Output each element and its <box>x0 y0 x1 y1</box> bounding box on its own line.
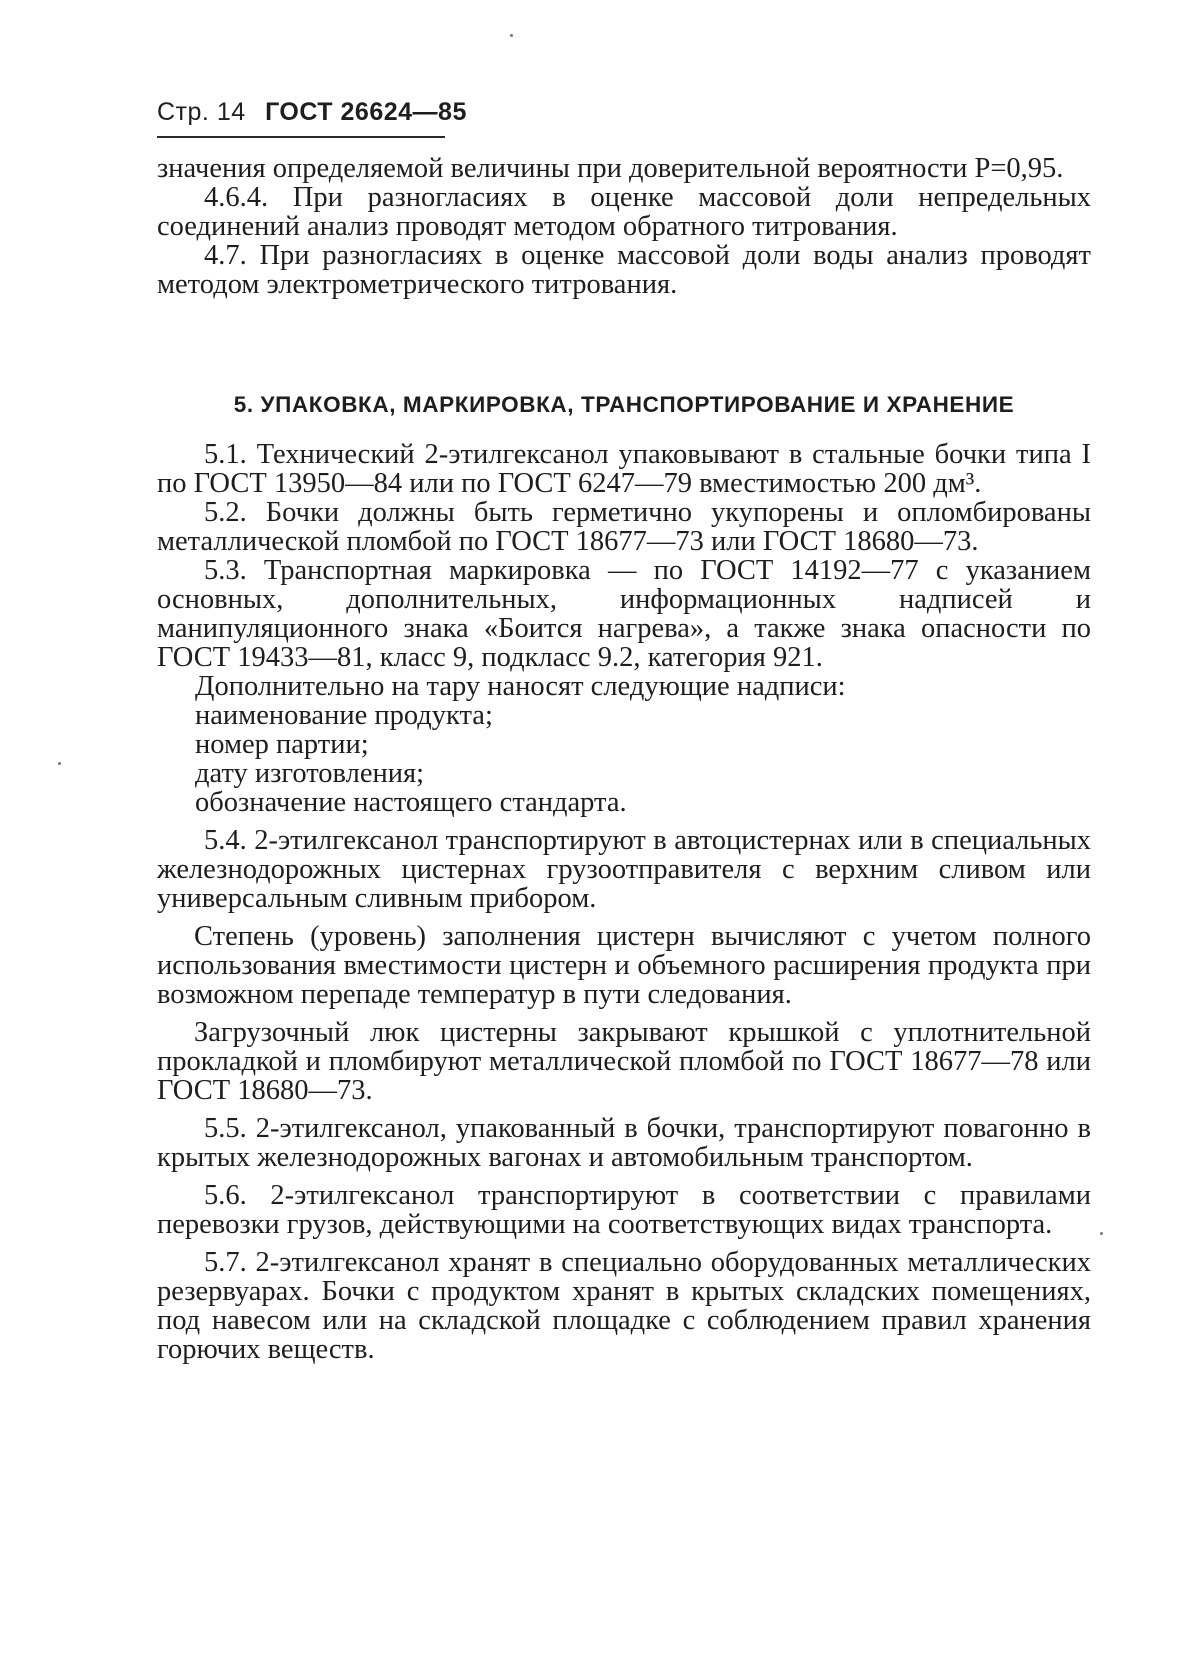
section-title: 5. УПАКОВКА, МАРКИРОВКА, ТРАНСПОРТИРОВАНИЕ И ХРАНЕНИЕ <box>233 392 1015 417</box>
paragraph-5-4-hatch: Загрузочный люк цистерны закрывают крышкой с уплотнительной прокладкой и пломбируют металлической пломбой по ГОСТ 18677—78 или ГОСТ 18680—73. <box>157 1017 1091 1106</box>
page-number: 14 <box>216 98 246 126</box>
paragraph-4-6-4: 4.6.4. При разногласиях в оценке массовой доли непредельных соединений анализ проводят методом обратного титрования. <box>157 182 1091 242</box>
list-item: обозначение настоящего стандарта. <box>195 787 627 818</box>
paragraph-continuation: значения определяемой величины при доверительной вероятности Р=0,95. <box>157 153 1064 184</box>
paragraph-5-3-extra: Дополнительно на тару наносят следующие надписи: <box>195 671 846 702</box>
scan-speck <box>58 762 61 765</box>
paragraph-5-7: 5.7. 2-этилгексанол хранят в специально оборудованных металлических резервуарах. Бочки с продуктом хранят в крытых складских помещениях, под навесом или на складской площадке с соблюдением правил хранения горючих веществ. <box>157 1247 1091 1365</box>
page-label: Стр. <box>157 98 210 126</box>
list-item: номер партии; <box>195 729 369 760</box>
running-header <box>157 98 467 127</box>
header-rule <box>157 136 445 138</box>
paragraph-5-3: 5.3. Транспортная маркировка — по ГОСТ 14192—77 с указанием основных, дополнительных, информационных надписей и манипуляционного знака «Боится нагрева», а также знака опасности по ГОСТ 19433—81, класс 9, подкласс 9.2, категория 921. <box>157 555 1091 673</box>
scan-speck <box>510 34 513 37</box>
paragraph-5-1: 5.1. Технический 2-этилгексанол упаковывают в стальные бочки типа I по ГОСТ 13950—84 или по ГОСТ 6247—79 вместимостью 200 дм³. <box>157 439 1091 499</box>
paragraph-5-4-fill: Степень (уровень) заполнения цистерн вычисляют с учетом полного использования вместимости цистерн и объемного расширения продукта при возможном перепаде температур в пути следования. <box>157 921 1091 1010</box>
list-item: дату изготовления; <box>195 758 425 789</box>
paragraph-4-7: 4.7. При разногласиях в оценке массовой доли воды анализ проводят методом электрометрического титрования. <box>157 240 1091 300</box>
standard-designation: ГОСТ 26624—85 <box>265 98 467 126</box>
paragraph-5-5: 5.5. 2-этилгексанол, упакованный в бочки, транспортируют повагонно в крытых железнодорожных вагонах и автомобильным транспортом. <box>157 1113 1091 1173</box>
paragraph-5-6: 5.6. 2-этилгексанол транспортируют в соответствии с правилами перевозки грузов, действующими на соответствующих видах транспорта. <box>157 1180 1091 1240</box>
paragraph-5-4: 5.4. 2-этилгексанол транспортируют в автоцистернах или в специальных железнодорожных цистернах грузоотправителя с верхним сливом или универсальным сливным прибором. <box>157 825 1091 914</box>
paragraph-5-2: 5.2. Бочки должны быть герметично укупорены и опломбированы металлической пломбой по ГОСТ 18677—73 или ГОСТ 18680—73. <box>157 497 1091 557</box>
top-text-block <box>157 154 1091 299</box>
scan-speck <box>1100 1232 1103 1235</box>
list-item: наименование продукта; <box>195 700 493 731</box>
section-5-text <box>157 440 1091 1364</box>
